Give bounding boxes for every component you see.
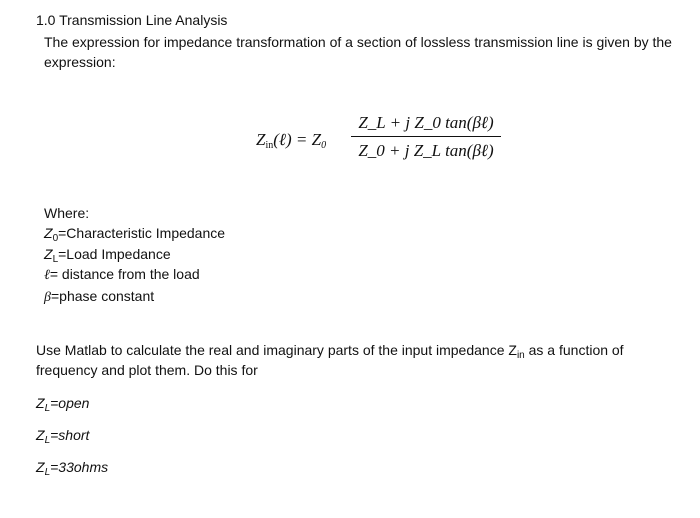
intro-line-2: expression: bbox=[44, 54, 116, 70]
task-line-1: Use Matlab to calculate the real and imaginary parts of the input impedance $Z_{in}$ as a function of bbox=[36, 342, 624, 361]
definition-z0: $Z_0=Characteristic$ Impedance bbox=[44, 225, 226, 244]
case-open: $Z_L=open$ bbox=[36, 395, 90, 414]
definition-beta: β=phase constant bbox=[44, 288, 155, 305]
fraction-bar bbox=[351, 136, 501, 137]
equation-numerator: Z_L + j Z_0 tan(βℓ) bbox=[358, 113, 494, 132]
section-heading: 1.0 Transmission Line Analysis bbox=[36, 12, 228, 28]
intro-line-1: The expression for impedance transformation of a section of lossless transmission line is given by the bbox=[44, 34, 672, 50]
equation-denominator: Z_0 + j Z_L tan(βℓ) bbox=[358, 141, 494, 160]
task-line-2: frequency and plot them. Do this for bbox=[36, 362, 258, 378]
definition-length: ℓ= distance from the load bbox=[44, 266, 200, 283]
definition-zl: $Z_L=Load$ Impedance bbox=[44, 246, 171, 265]
equation-lhs: $Z_{in}(\ell) = Z_0$ bbox=[256, 130, 327, 151]
where-label: Where: bbox=[44, 205, 90, 221]
impedance-equation bbox=[256, 112, 506, 172]
equation-fraction bbox=[351, 112, 501, 162]
case-33-ohms: $Z_L=33ohms$ bbox=[36, 459, 109, 478]
case-short: $Z_L=short$ bbox=[36, 427, 90, 446]
